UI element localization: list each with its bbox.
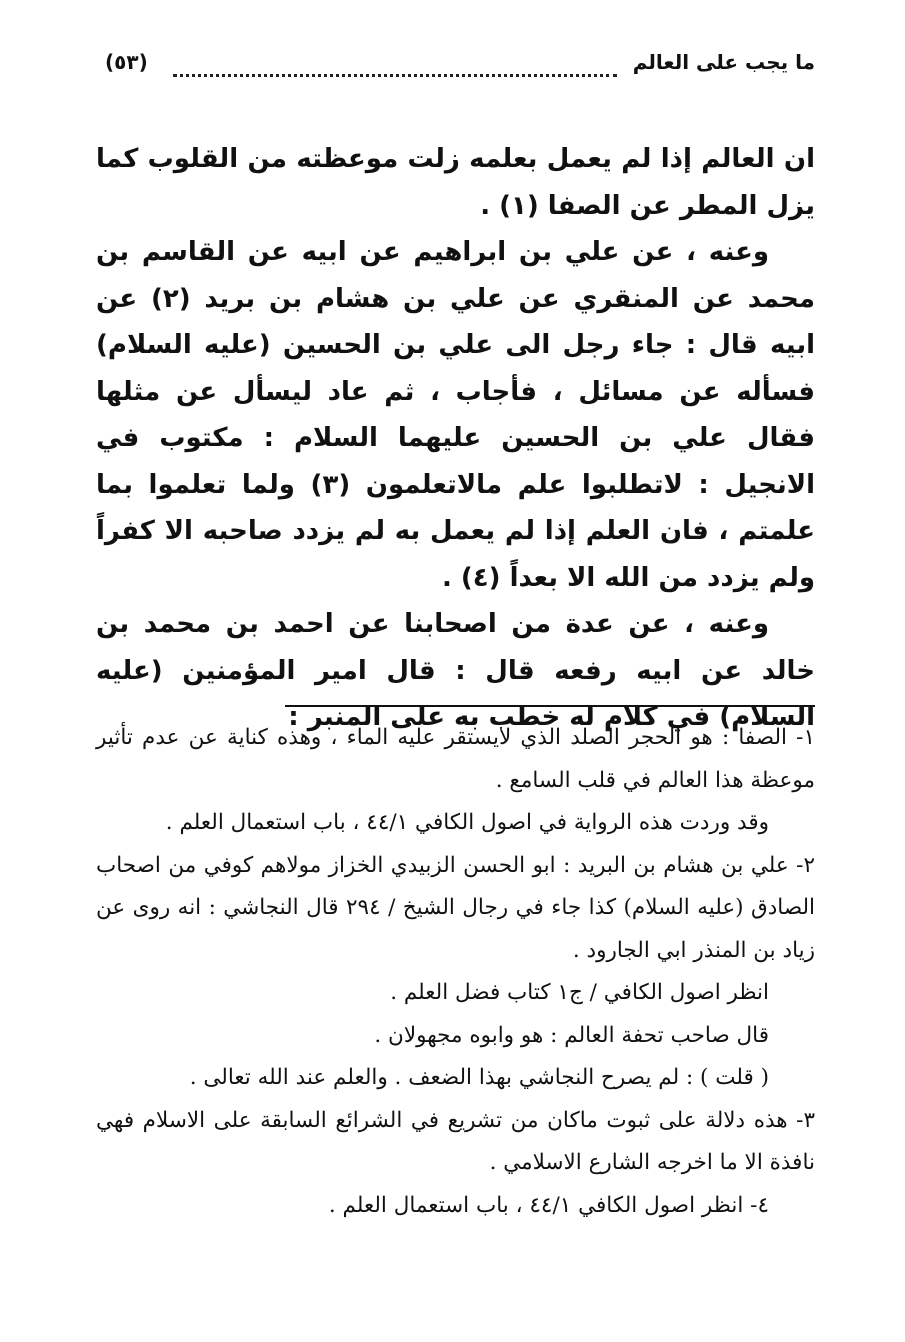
running-header (105, 50, 815, 90)
paragraph: وعنه ، عن عدة من اصحابنا عن احمد بن محمد بن خالد عن ابيه رفعه قال : قال امير المؤمنين (عليه السلام) في كلام له خطب به على المنبر : (96, 609, 815, 732)
footnote-line: انظر اصول الكافي / ج١ كتاب فضل العلم . (390, 980, 769, 1005)
footnote-separator (285, 705, 815, 707)
footnote: ٣- هذه دلالة على ثبوت ماكان من تشريع في الشرائع السابقة على الاسلام فهي نافذة الا ما اخرجه الشارع الاسلامي . (96, 1107, 815, 1175)
footnote-line: قال صاحب تحفة العالم : هو وابوه مجهولان . (374, 1022, 769, 1048)
leader-dots (173, 74, 617, 77)
footnote: ٤- انظر اصول الكافي ٤٤/١ ، باب استعمال العلم . (328, 1192, 769, 1218)
footnote: ٢- علي بن هشام بن البريد : ابو الحسن الزبيدي الخزاز مولاهم كوفي من اصحاب الصادق (عليه السلام) كذا جاء في رجال الشيخ / ٢٩٤ قال النجاشي : انه روى عن زياد بن المنذر ابي الجارود . (96, 852, 815, 963)
footnote: ١- الصفا : هو الحجر الصلد الذي لايستقر عليه الماء ، وهذه كناية عن عدم تأثير موعظة هذا العالم في قلب السامع . (96, 725, 815, 793)
chapter-title: ما يجب على العالم (632, 50, 815, 74)
footnote-line: وقد وردت هذه الرواية في اصول الكافي ٤٤/١ ، باب استعمال العلم . (165, 810, 769, 835)
main-text (96, 136, 815, 741)
footnote-line: ( قلت ) : لم يصرح النجاشي بهذا الضعف . والعلم عند الله تعالى . (189, 1065, 769, 1090)
paragraph: وعنه ، عن علي بن ابراهيم عن ابيه عن القاسم بن محمد عن المنقري عن علي بن هشام بن بريد (٢) عن ابيه قال : جاء رجل الى علي بن الحسين (عليه السلام) فسأله عن مسائل ، فأجاب ، ثم عاد ليسأل عن مثلها فقال علي بن الحسين عليهما السلام : مكتوب في الانجيل : لاتطلبوا علم مالاتعلمون (٣) ولما تعلموا بما علمتم ، فان العلم إذا لم يعمل به لم يزدد صاحبه الا كفراً ولم يزدد من الله الا بعداً (٤) . (96, 237, 816, 593)
paragraph: ان العالم إذا لم يعمل بعلمه زلت موعظته من القلوب كما يزل المطر عن الصفا (١) . (96, 144, 815, 221)
footnotes (96, 717, 815, 1227)
page-number: (٥٣) (105, 50, 148, 74)
